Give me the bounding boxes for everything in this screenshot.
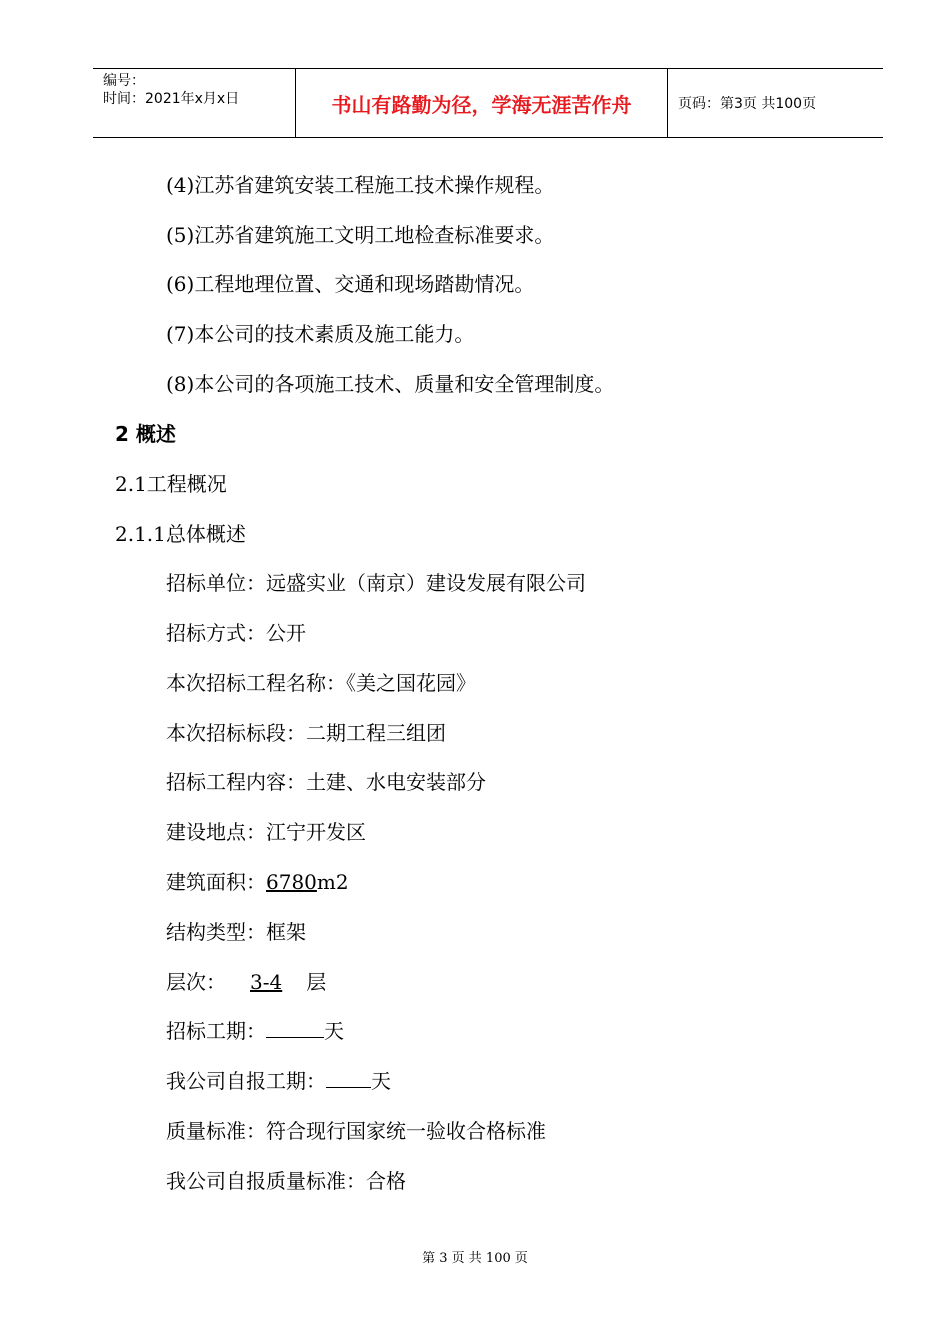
basis-item-4: (4)江苏省建筑安装工程施工技术操作规程。 [166,173,555,197]
page-footer: 第 3 页 共 100 页 [422,1251,528,1266]
bid-period [166,1019,344,1043]
bid-section: 本次招标标段：二期工程三组团 [166,721,446,745]
subsubsection-title: 2.1.1总体概述 [115,522,246,546]
header-number-label: 编号： [103,73,145,89]
building-area-unit: m2 [316,870,349,894]
header-page-info: 页码：第3页 共100页 [678,96,817,112]
self-period-label: 我公司自报工期： [166,1069,326,1093]
header-time-label: 时间：2021年x月x日 [103,91,240,107]
self-period [166,1069,391,1093]
bid-period-unit: 天 [324,1019,344,1043]
bid-content: 招标工程内容：土建、水电安装部分 [166,770,486,794]
basis-item-8: (8)本公司的各项施工技术、质量和安全管理制度。 [166,372,615,396]
floors [166,970,326,994]
bid-method: 招标方式：公开 [166,621,306,645]
structure-type: 结构类型：框架 [166,920,306,944]
basis-item-5: (5)江苏省建筑施工文明工地检查标准要求。 [166,223,555,247]
subsection-title: 2.1工程概况 [115,472,227,496]
floors-label: 层次： [166,970,226,994]
floors-unit: 层 [306,970,327,994]
bid-period-label: 招标工期： [166,1019,266,1043]
location: 建设地点：江宁开发区 [166,820,366,844]
header-motto: 书山有路勤为径，学海无涯苦作舟 [295,69,668,137]
basis-item-7: (7)本公司的技术素质及施工能力。 [166,322,475,346]
project-name: 本次招标工程名称：《美之国花园》 [166,671,476,695]
building-area-label: 建筑面积： [166,870,266,894]
self-quality: 我公司自报质量标准：合格 [166,1169,406,1193]
basis-item-6: (6)工程地理位置、交通和现场踏勘情况。 [166,272,535,296]
building-area [166,870,349,894]
floors-value: 3-4 [250,970,283,994]
bid-unit: 招标单位：远盛实业（南京）建设发展有限公司 [166,571,586,595]
building-area-value: 6780 [266,870,317,894]
self-period-blank [326,1069,371,1088]
bid-period-blank [266,1019,324,1038]
section-title: 2 概述 [115,422,176,446]
quality-standard: 质量标准：符合现行国家统一验收合格标准 [166,1119,546,1143]
page-header [93,68,883,138]
self-period-unit: 天 [371,1069,391,1093]
header-meta [93,69,295,137]
